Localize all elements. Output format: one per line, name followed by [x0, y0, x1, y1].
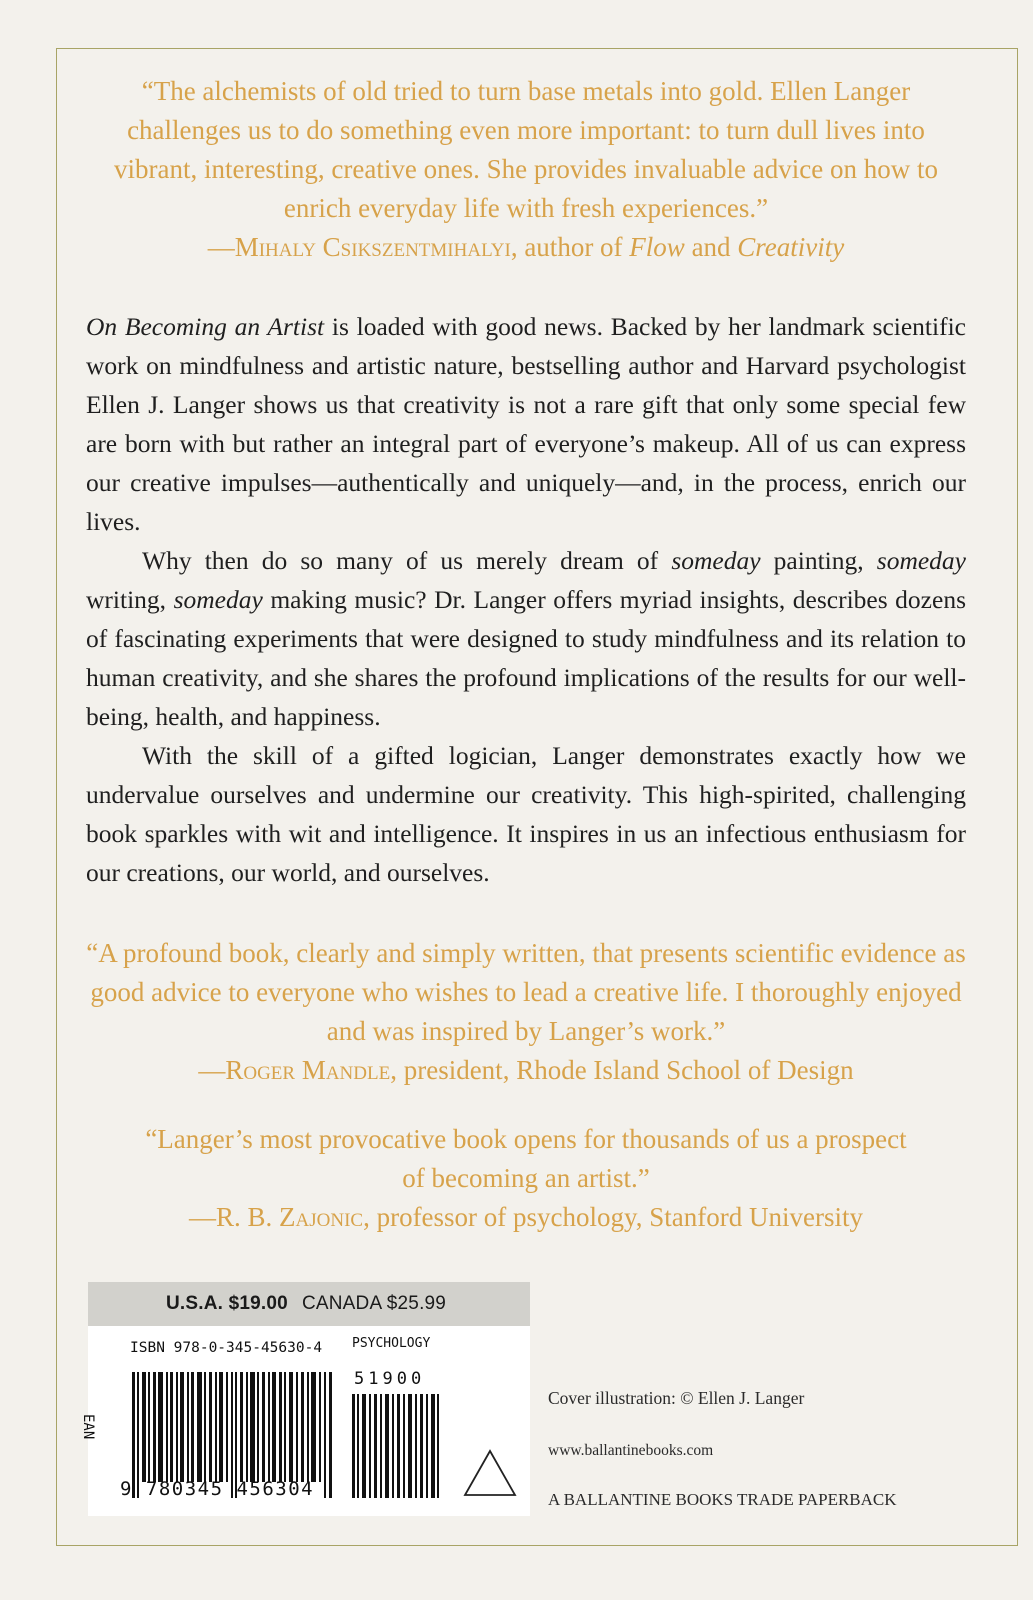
ballantine-triangle-logo-icon: [462, 1448, 518, 1498]
emphasis-someday: someday: [173, 585, 263, 614]
attribution-dash: —: [207, 232, 235, 262]
emphasis-someday: someday: [876, 546, 966, 575]
paragraph-text: painting,: [760, 546, 877, 575]
blurb-attribution: [86, 1051, 966, 1090]
blurb-attribution: [86, 1198, 966, 1237]
isbn-number: ISBN 978-0-345-45630-4: [130, 1340, 323, 1356]
book-title-flow: Flow: [629, 232, 685, 262]
blurb-text: “A profound book, clearly and simply written, that presents scientific evidence as good advice to everyone who wishes to lead a creative life. I thoroughly enjoyed and was inspired by Langer’s work.”: [86, 938, 966, 1046]
blurb-text: “Langer’s most provocative book opens for thousands of us a prospect of becoming an artist.”: [145, 1124, 907, 1193]
book-title: On Becoming an Artist: [86, 312, 325, 341]
blurb-zajonic: [86, 1120, 966, 1237]
attribution-name: Mihaly Csikszentmihalyi: [234, 232, 511, 262]
description-paragraph-3: With the skill of a gifted logician, Langer demonstrates exactly how we undervalue ourselves and undermine our creativity. This high-spirited, challenging book sparkles with wit and intelligence. It inspires in us an infectious enthusiasm for our creations, our world, and ourselves.: [86, 741, 966, 887]
description-paragraph-2: [86, 541, 966, 736]
ean-label: EAN: [80, 1414, 96, 1440]
attribution-role: , professor of psychology, Stanford University: [363, 1202, 863, 1232]
cover-illustration-credit: Cover illustration: © Ellen J. Langer: [548, 1388, 805, 1408]
book-description: [86, 307, 966, 892]
publisher-imprint: A BALLANTINE BOOKS TRADE PAPERBACK: [548, 1490, 897, 1509]
price-usa: U.S.A. $19.00: [166, 1293, 288, 1314]
publisher-website: www.ballantinebooks.com: [548, 1442, 714, 1459]
price-addon-barcode-icon: [350, 1372, 442, 1498]
attribution-and: and: [684, 232, 738, 262]
category-label: PSYCHOLOGY: [352, 1336, 431, 1351]
blurb-attribution: [86, 228, 966, 267]
attribution-dash: —: [198, 1055, 226, 1085]
attribution-name: Roger Mandle: [225, 1055, 391, 1085]
emphasis-someday: someday: [671, 546, 761, 575]
description-paragraph-1: [86, 307, 966, 541]
attribution-dash: —: [189, 1202, 216, 1232]
paragraph-text: making music? Dr. Langer offers myriad insights, describes dozens of fascinating experiments that were designed to study mindfulness and its relation to human creativity, and she shares the profound implications of the results for our well-being, health, and happiness.: [86, 585, 966, 731]
attribution-name: R. B. Zajonic: [216, 1202, 364, 1232]
price-bar: [88, 1282, 530, 1326]
blurb-csikszentmihalyi: [86, 72, 966, 267]
blurb-text: “The alchemists of old tried to turn base metals into gold. Ellen Langer challenges us to do something even more important: to turn dull lives into vibrant, interesting, creative ones. She provides invaluable advice on how to enrich everyday life with fresh experiences.”: [113, 76, 938, 223]
back-cover-content: [86, 72, 966, 1237]
blurb-mandle: [86, 934, 966, 1090]
attribution-role: , president, Rhode Island School of Design: [390, 1055, 854, 1085]
paragraph-text: writing,: [86, 585, 174, 614]
book-title-creativity: Creativity: [737, 232, 845, 262]
paragraph-text: is loaded with good news. Backed by her landmark scientific work on mindfulness and artistic nature, bestselling author and Harvard psychologist Ellen J. Langer shows us that creativity is not a rare gift that only some special few are born with but rather an integral part of everyone’s makeup. All of us can express our creative impulses—authentically and uniquely—and, in the process, enrich our lives.: [86, 312, 966, 536]
price-canada: CANADA $25.99: [301, 1293, 447, 1314]
addon-digits: 51900: [354, 1369, 426, 1389]
attribution-role: , author of: [510, 232, 630, 262]
paragraph-text: Why then do so many of us merely dream of: [142, 546, 672, 575]
barcode-digits: 9 780345 456304: [120, 1478, 315, 1500]
